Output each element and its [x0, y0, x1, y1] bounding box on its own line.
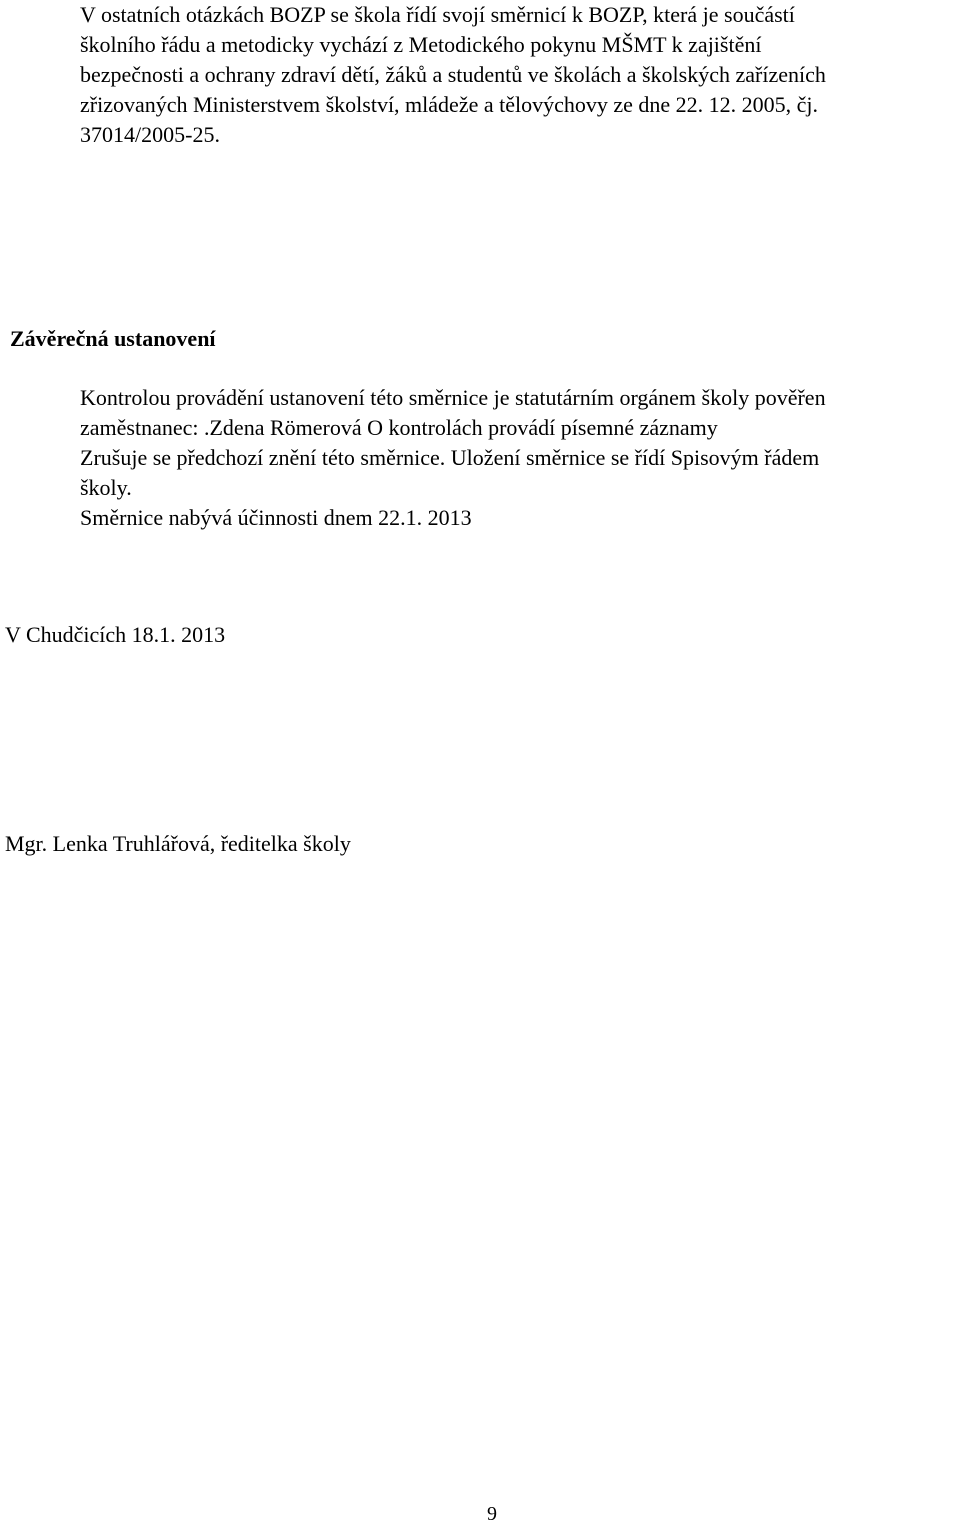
body-line: Kontrolou provádění ustanovení této směrnice je statutárním orgánem školy pověřen — [80, 385, 826, 410]
signature-line: Mgr. Lenka Truhlářová, ředitelka školy — [5, 831, 351, 856]
body-line: Směrnice nabývá účinnosti dnem 22.1. 2013 — [80, 505, 472, 530]
body-line: školy. — [80, 475, 132, 500]
body-line: Zrušuje se předchozí znění této směrnice. Uložení směrnice se řídí Spisovým řádem — [80, 445, 820, 470]
section-heading: Závěrečná ustanovení — [10, 326, 216, 351]
intro-paragraph — [80, 0, 826, 150]
body-line: zaměstnanec: .Zdena Römerová O kontrolách provádí písemné záznamy — [80, 415, 718, 440]
intro-line: školního řádu a metodicky vychází z Metodického pokynu MŠMT k zajištění — [80, 32, 762, 57]
intro-line: 37014/2005-25. — [80, 122, 220, 147]
intro-line: V ostatních otázkách BOZP se škola řídí svojí směrnicí k BOZP, která je součástí — [80, 2, 795, 27]
page-number: 9 — [487, 1503, 497, 1525]
final-provisions-paragraph — [80, 383, 826, 533]
place-and-date: V Chudčicích 18.1. 2013 — [5, 622, 226, 647]
intro-line: zřizovaných Ministerstvem školství, mládeže a tělovýchovy ze dne 22. 12. 2005, čj. — [80, 92, 819, 117]
intro-line: bezpečnosti a ochrany zdraví dětí, žáků a studentů ve školách a školských zařízeních — [80, 62, 826, 87]
